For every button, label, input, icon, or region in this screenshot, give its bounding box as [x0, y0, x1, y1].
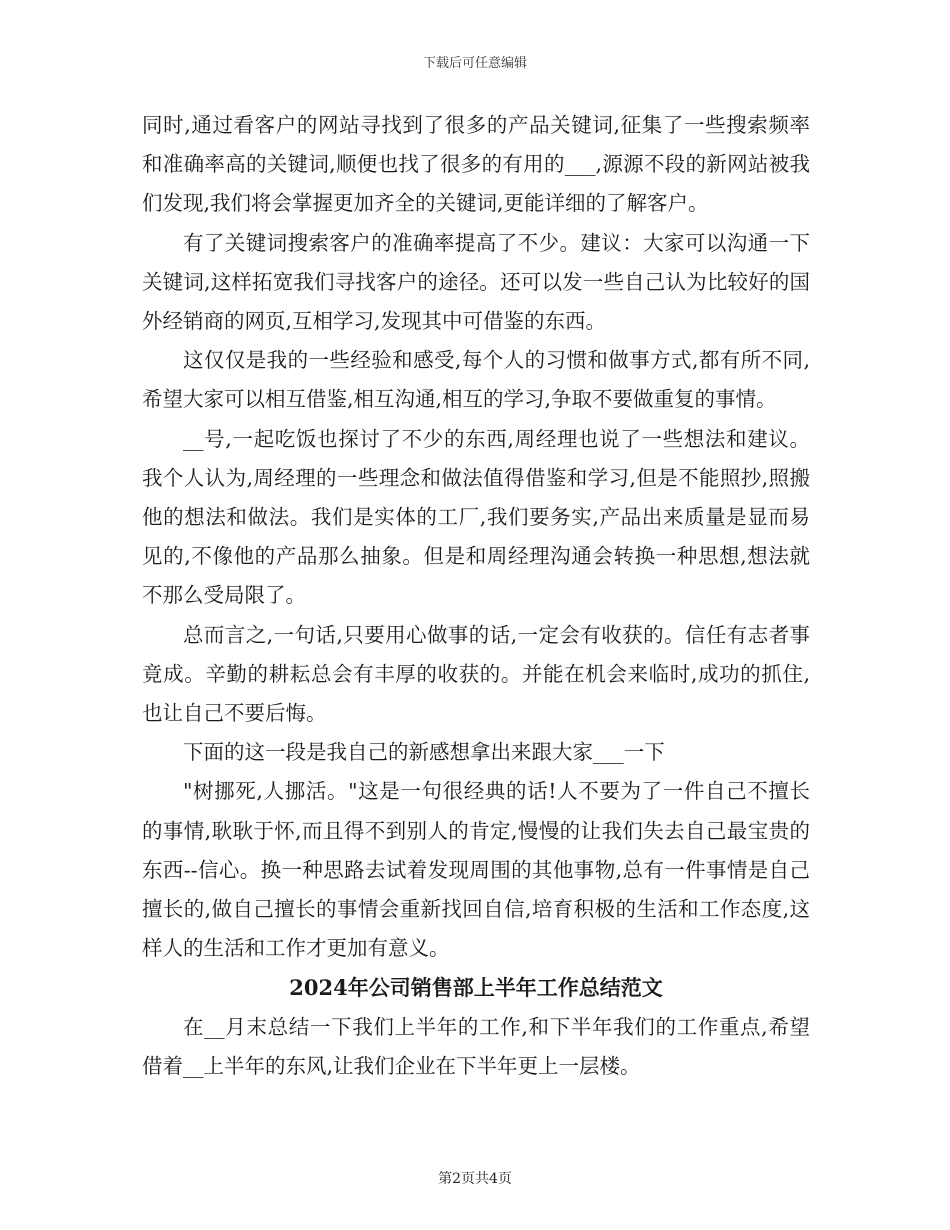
paragraph-conclusion: 总而言之,一句话,只要用心做事的话,一定会有收获的。信任有志者事竟成。辛勤的耕耘总会有丰厚的收获的。并能在机会来临时,成功的抓住,也让自己不要后悔。 [142, 622, 810, 726]
page-number: 第2页共4页 [438, 1171, 512, 1187]
document-body [142, 106, 810, 1086]
paragraph-confidence: "树挪死,人挪活。"这是一句很经典的话!人不要为了一件自己不擅长的事情,耿耿于怀,而且得不到别人的肯定,慢慢的让我们失去自己最宝贵的东西--信心。换一种思路去试着发现周围的其他事物,总有一件事情是自己擅长的,做自己擅长的事情会重新找回自信,培育积极的生活和工作态度,这样人的生活和工作才更加有意义。 [142, 779, 810, 961]
paragraph-keywords-search: 同时,通过看客户的网站寻找到了很多的产品关键词,征集了一些搜索频率和准确率高的关键词,顺便也找了很多的有用的___,源源不段的新网站被我们发现,我们将会掌握更加齐全的关键词,更能详细的了解客户。 [142, 113, 810, 216]
paragraph-new-thoughts-intro: 下面的这一段是我自己的新感想拿出来跟大家___一下 [183, 740, 665, 765]
paragraph-experience: 这仅仅是我的一些经验和感受,每个人的习惯和做事方式,都有所不同,希望大家可以相互借鉴,相互沟通,相互的学习,争取不要做重复的事情。 [142, 348, 810, 412]
paragraph-manager-discussion: __号,一起吃饭也探讨了不少的东西,周经理也说了一些想法和建议。我个人认为,周经理的一些理念和做法值得借鉴和学习,但是不能照抄,照搬他的想法和做法。我们是实体的工厂,我们要务实,产品出来质量是显而易见的,不像他的产品那么抽象。但是和周经理沟通会转换一种思想,想法就不那么受局限了。 [142, 426, 810, 608]
paragraph-suggestion: 有了关键词搜索客户的准确率提高了不少。建议：大家可以沟通一下关键词,这样拓宽我们寻找客户的途径。还可以发一些自己认为比较好的国外经销商的网页,互相学习,发现其中可借鉴的东西。 [142, 230, 810, 334]
section-title: 2024年公司销售部上半年工作总结范文 [289, 975, 663, 1001]
paragraph-section-intro: 在__月末总结一下我们上半年的工作,和下半年我们的工作重点,希望借着__上半年的东风,让我们企业在下半年更上一层楼。 [142, 1014, 810, 1078]
page-header: 下载后可任意编辑 [422, 56, 527, 71]
